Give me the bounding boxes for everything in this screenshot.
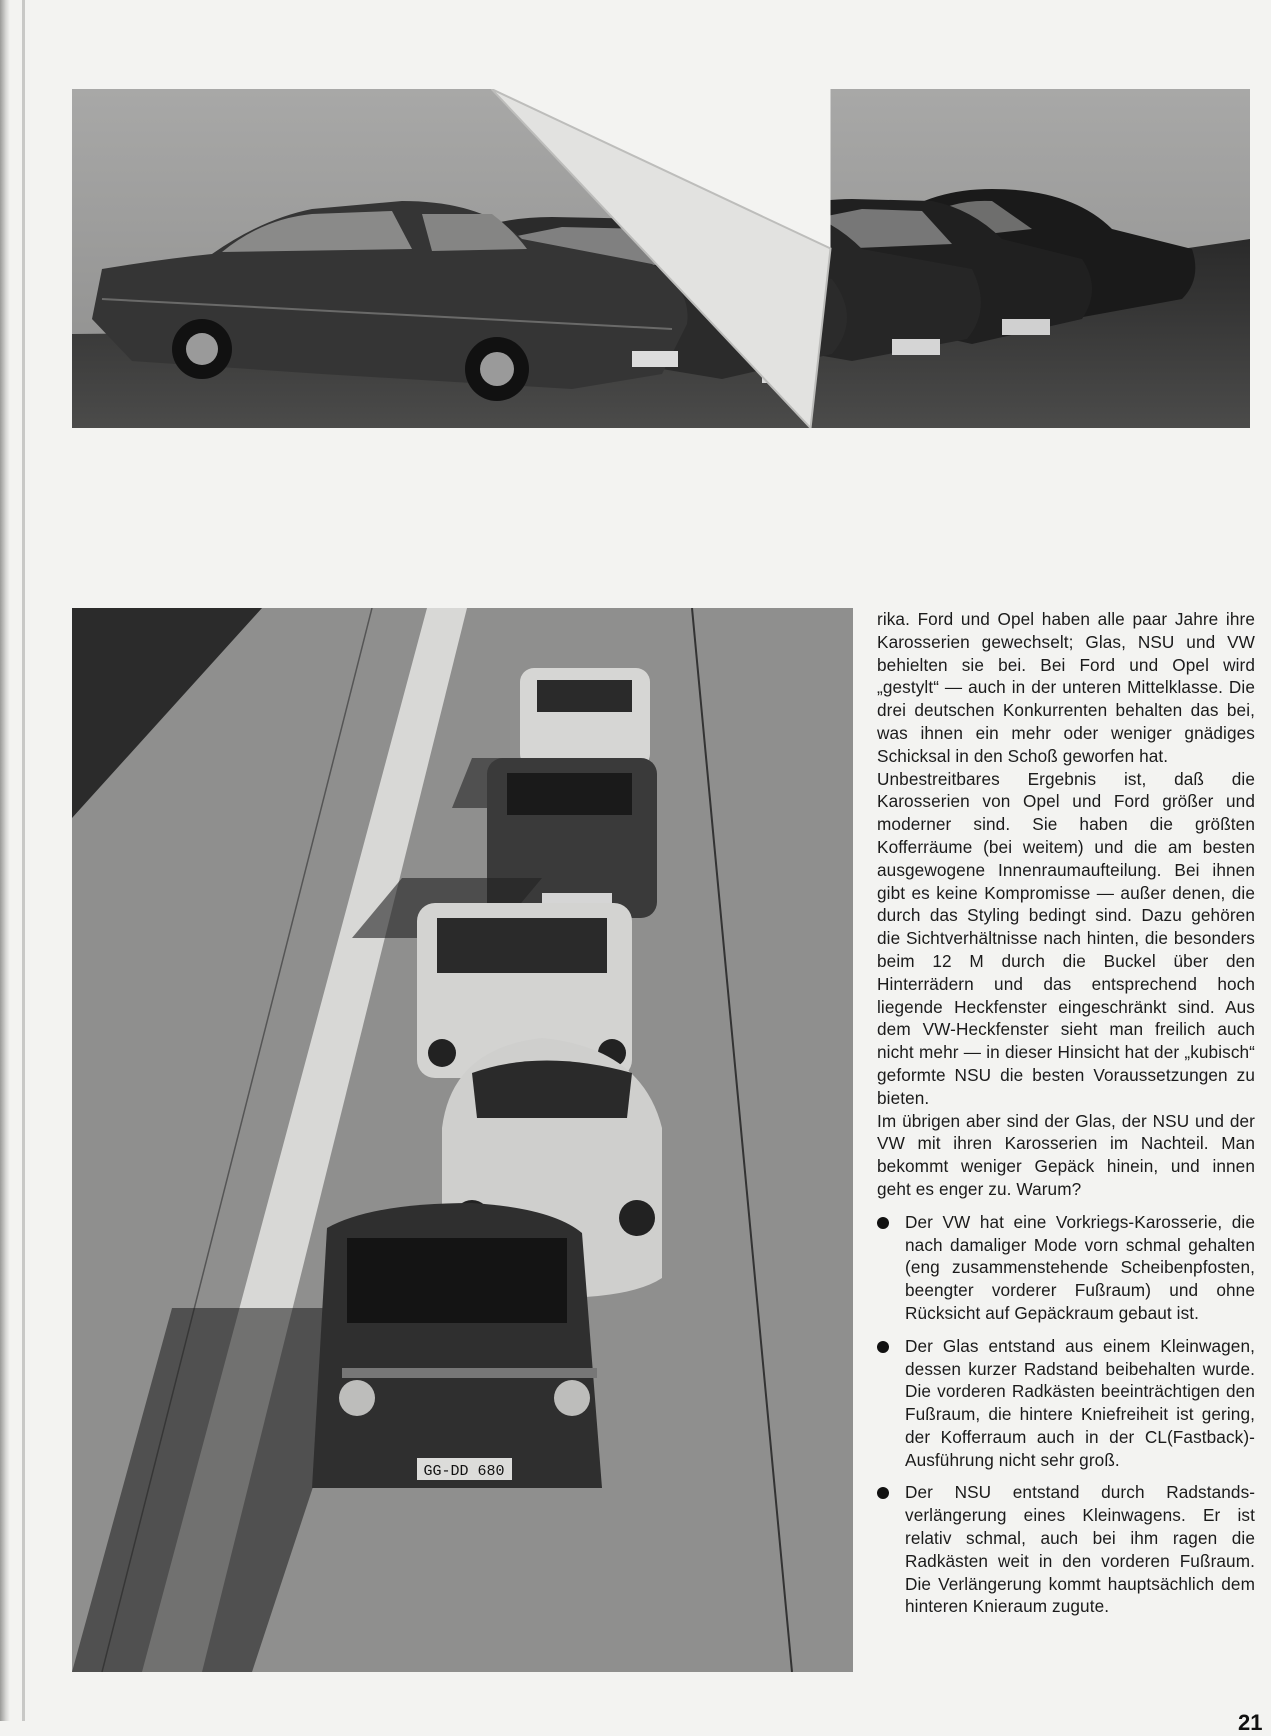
article-paragraph: rika. Ford und Opel haben alle paar Jahre ihre Karosserien gewechselt; Glas, NSU und VW behielten sie bei. Bei Ford und Opel wird „gestylt“ — auch in der unteren Mittelklasse. Die drei deutschen Konkurrenten behalten das bei, was ihnen ein mehr oder weniger gnädiges Schicksal in den Schoß geworfen hat. [877,609,1255,766]
photo-cars-row [72,89,1250,428]
bullet-item-glas [877,1335,1255,1472]
bullet-text: Der Glas entstand aus einem Kleinwagen, dessen kurzer Radstand beibehalten wurde. Die vorderen Radkästen beeinträchtigen den Fußraum, die hintere Kniefreiheit ist gering, der Kofferraum auch in der CL(Fastback)-Ausführung nicht sehr groß. [905,1335,1255,1470]
article-paragraph: Unbestreitbares Ergebnis ist, daß die Karosserien von Opel und Ford größer und moderner sind. Sie haben die größten Kofferräume (bei weitem) und die am besten ausgewogene Innenraumaufteilung. Bei ihnen gibt es keine Kompromisse — außer denen, die durch das Styling bedingt sind. Dazu gehören die Sichtverhältnisse nach hinten, die besonders beim 12 M durch die Buckel über den Hinterrädern und das entsprechend hoch liegende Heckfenster eingeschränkt sind. Aus dem VW-Heckfenster sieht man freilich auch nicht mehr — in dieser Hinsicht hat der „kubisch“ geformte NSU die besten Voraussetzungen zu bieten. [877,768,1255,1108]
bullet-text: Der NSU entstand durch Radstandsverlängerung eines Kleinwagens. Er ist relativ schmal, auch bei ihm ragen die Radkästen weit in den vorderen Fußraum. Die Verlängerung kommt hauptsächlich dem hinteren Knieraum zugute. [905,1482,1255,1617]
bullet-item-nsu [877,1481,1255,1618]
folded-page-corner [72,89,1250,428]
bullet-dot-icon [877,1217,889,1229]
bullet-dot-icon [877,1341,889,1353]
license-plate-text: GG-DD 680 [423,1463,505,1480]
article-text-column [877,608,1255,1628]
bullet-item-vw [877,1211,1255,1325]
bullet-dot-icon [877,1487,889,1499]
page-binding-line [22,0,25,1721]
article-paragraph: Im übrigen aber sind der Glas, der NSU und der VW mit ihren Karosserien im Nachteil. Man bekommt weniger Gepäck hinein, und innen geht es enger zu. Warum? [877,1110,1255,1199]
article-bullet-list [877,1211,1255,1619]
bullet-text: Der VW hat eine Vorkriegs-Karosserie, die nach damaliger Mode vorn schmal gehalten (eng zusammenstehende Scheibenpfosten, beengter vorderer Fußraum) und ohne Rücksicht auf Gepäckraum gebaut ist. [905,1211,1255,1323]
photo-cars-motorway [72,608,853,1672]
page-binding-shadow [0,0,10,1721]
page-number: 21 [1238,1710,1263,1735]
photo-cars-motorway-image [72,608,853,1672]
